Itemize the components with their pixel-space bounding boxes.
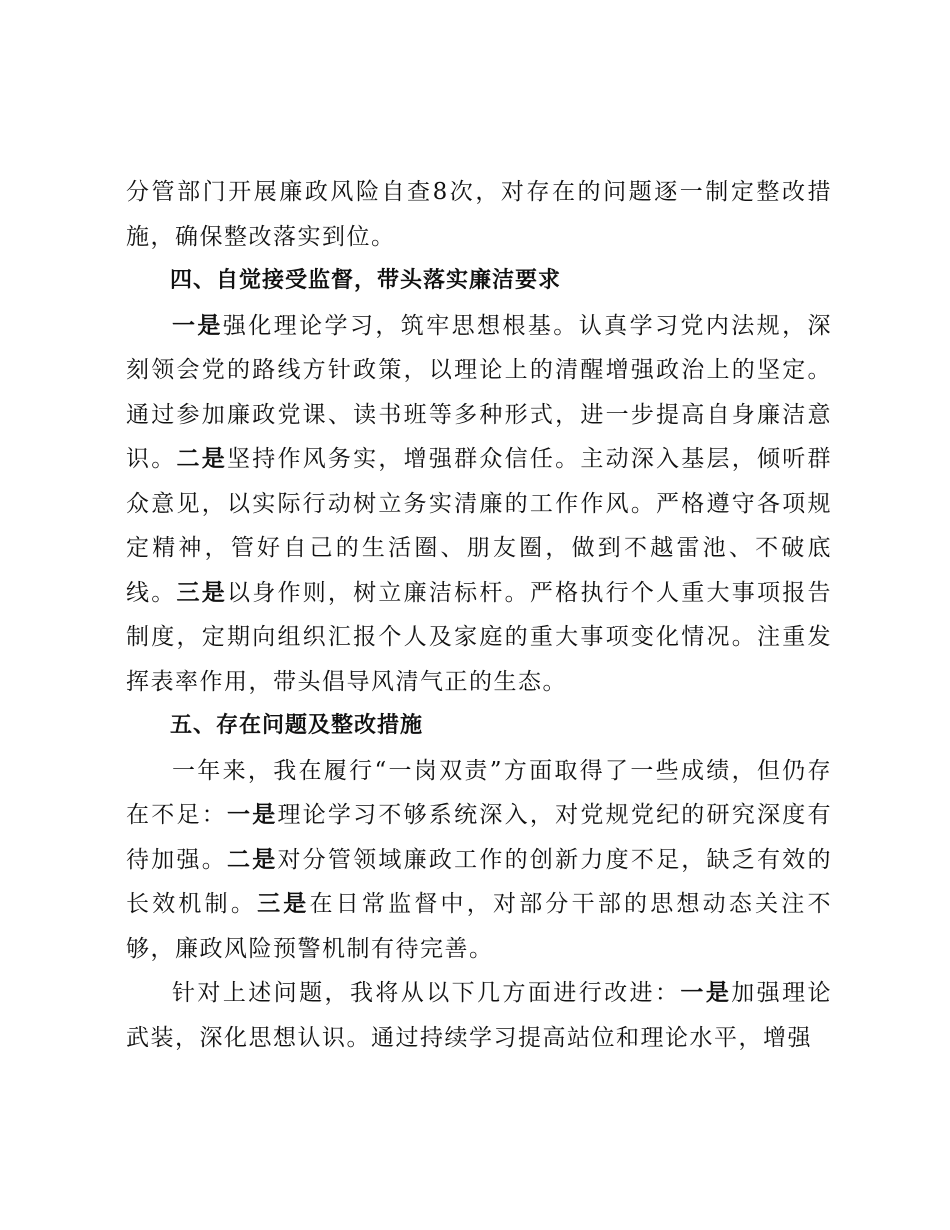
point-lead-1: 一是 [172,311,223,339]
measures-intro: 针对上述问题，我将从以下几方面进行改进： [172,980,681,1006]
point-text-3: 以身作则，树立廉洁标杆。严格执行个人重大事项报告制度，定期向组织汇报个人及家庭的重大事项变化情况。注重发挥表率作用，带头倡导风清气正的生态。 [126,579,833,695]
problem-lead-2: 二是 [226,845,278,873]
point-lead-3: 三是 [176,578,227,606]
measure-lead-1: 一是 [680,979,732,1006]
document-body [126,170,832,1060]
point-text-2: 坚持作风务实，增强群众信任。主动深入基层，倾听群众意见，以实际行动树立务实清廉的工作作风。严格遵守各项规定精神，管好自己的生活圈、朋友圈，做到不越雷池、不破底线。 [126,446,833,606]
paragraph-problems [126,749,832,972]
problem-lead-3: 三是 [257,890,310,917]
section-heading-4: 四、自觉接受监督，带头落实廉洁要求 [170,268,562,293]
problem-text-1: 理论学习不够系统深入，对党规党纪的研究深度有待加强。 [126,802,833,873]
problems-intro: 一年来，我在履行“一岗双责”方面取得了一些成绩，但仍存在不足： [126,757,832,828]
point-lead-2: 二是 [176,445,227,472]
problem-text-3: 在日常监督中，对部分干部的思想动态关注不够，廉政风险预警机制有待完善。 [126,891,833,962]
problem-lead-1: 一是 [226,801,278,828]
measure-text-1: 加强理论武装，深化思想认识。通过持续学习提高站位和理论水平，增强 [126,980,833,1051]
problem-text-2: 对分管领域廉政工作的创新力度不足，缺乏有效的长效机制。 [126,846,833,917]
paragraph-measures [126,971,832,1060]
point-text-1: 强化理论学习，筑牢思想根基。认真学习党内法规，深刻领会党的路线方针政策，以理论上的清醒增强政治上的坚定。通过参加廉政党课、读书班等多种形式，进一步提高自身廉洁意识。 [126,312,833,472]
section-heading-5: 五、存在问题及整改措施 [170,713,424,738]
paragraph-self-inspection: 分管部门开展廉政风险自查8次，对存在的问题逐一制定整改措施，确保整改落实到位。 [126,179,832,250]
paragraph-supervision [126,304,832,705]
